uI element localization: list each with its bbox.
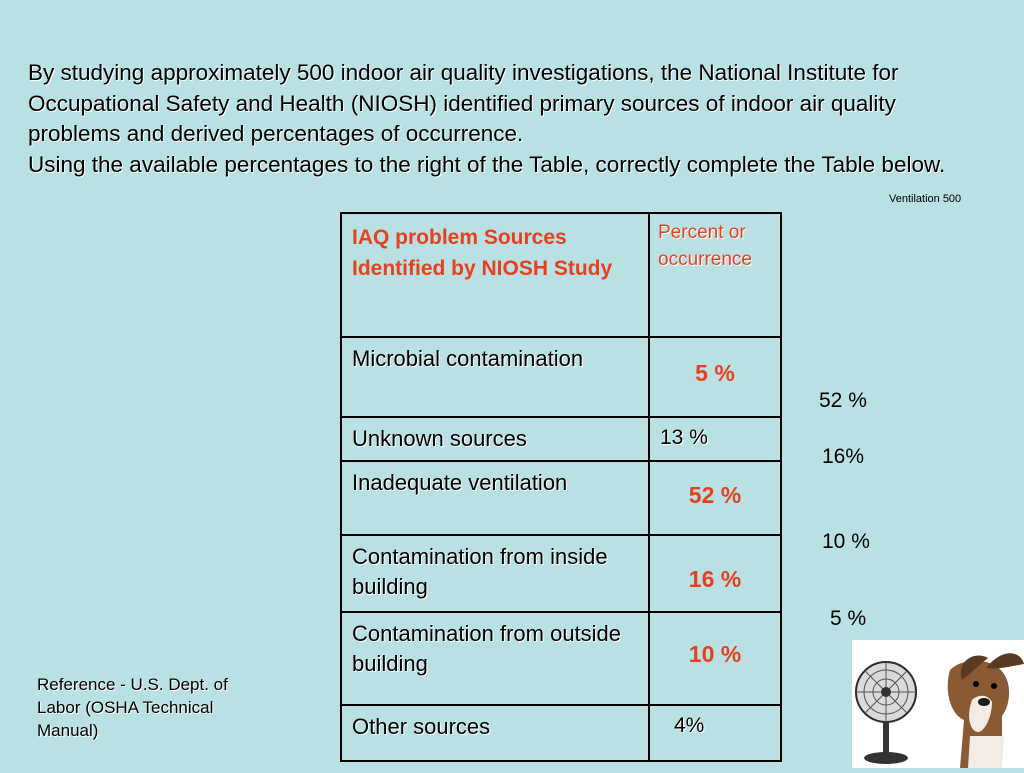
table-row [341, 535, 781, 612]
percent-value: 13 % [660, 426, 708, 449]
answer-cell[interactable] [649, 337, 781, 417]
source-cell [341, 612, 649, 705]
header-percent-label: Percent or occurrence [658, 222, 752, 270]
percent-cell [649, 417, 781, 461]
dog-fan-graphic [852, 640, 1024, 768]
answer-value: 52 % [688, 482, 742, 508]
percent-option[interactable]: 10 % [822, 530, 870, 553]
answer-cell[interactable] [649, 535, 781, 612]
source-cell [341, 705, 649, 761]
table-row [341, 337, 781, 417]
percent-value: 4% [674, 714, 705, 737]
header-cell-sources [341, 213, 649, 337]
percent-option[interactable]: 52 % [819, 389, 867, 412]
answer-value: 5 % [695, 360, 735, 386]
source-cell [341, 417, 649, 461]
header-cell-percent [649, 213, 781, 337]
intro-paragraph: By studying approximately 500 indoor air quality investigations, the National Institute for Occupational Safety and Health (NIOSH) identified primary sources of indoor air quality problems and derived percentages of occurrence. [28, 60, 899, 146]
small-note: Ventilation 500 [889, 193, 962, 205]
source-label: Contamination from inside building [352, 544, 608, 599]
table-row [341, 417, 781, 461]
source-cell [341, 535, 649, 612]
header-sources-label: IAQ problem Sources Identified by NIOSH Study [352, 226, 613, 280]
answer-value: 10 % [688, 641, 742, 667]
iaq-sources-table [340, 212, 782, 762]
source-label: Inadequate ventilation [352, 470, 568, 495]
source-cell [341, 461, 649, 535]
table-row [341, 612, 781, 705]
table-row [341, 461, 781, 535]
reference-note [37, 673, 252, 742]
reference-text: Reference - U.S. Dept. of Labor (OSHA Technical Manual) [37, 675, 228, 740]
source-label: Contamination from outside building [352, 621, 622, 676]
task-paragraph: Using the available percentages to the right of the Table, correctly complete the Table below. [28, 151, 946, 177]
source-label: Other sources [352, 714, 491, 739]
percent-option[interactable]: 5 % [830, 607, 867, 630]
instructions [28, 58, 988, 180]
source-cell [341, 337, 649, 417]
table-header-row [341, 213, 781, 337]
answer-cell[interactable] [649, 612, 781, 705]
dog-and-fan-illustration [852, 640, 1024, 768]
table-row [341, 705, 781, 761]
answer-value: 16 % [688, 566, 742, 592]
answer-cell[interactable] [649, 461, 781, 535]
percent-option[interactable]: 16% [822, 445, 865, 468]
percent-cell [649, 705, 781, 761]
source-label: Microbial contamination [352, 346, 584, 371]
source-label: Unknown sources [352, 426, 527, 451]
